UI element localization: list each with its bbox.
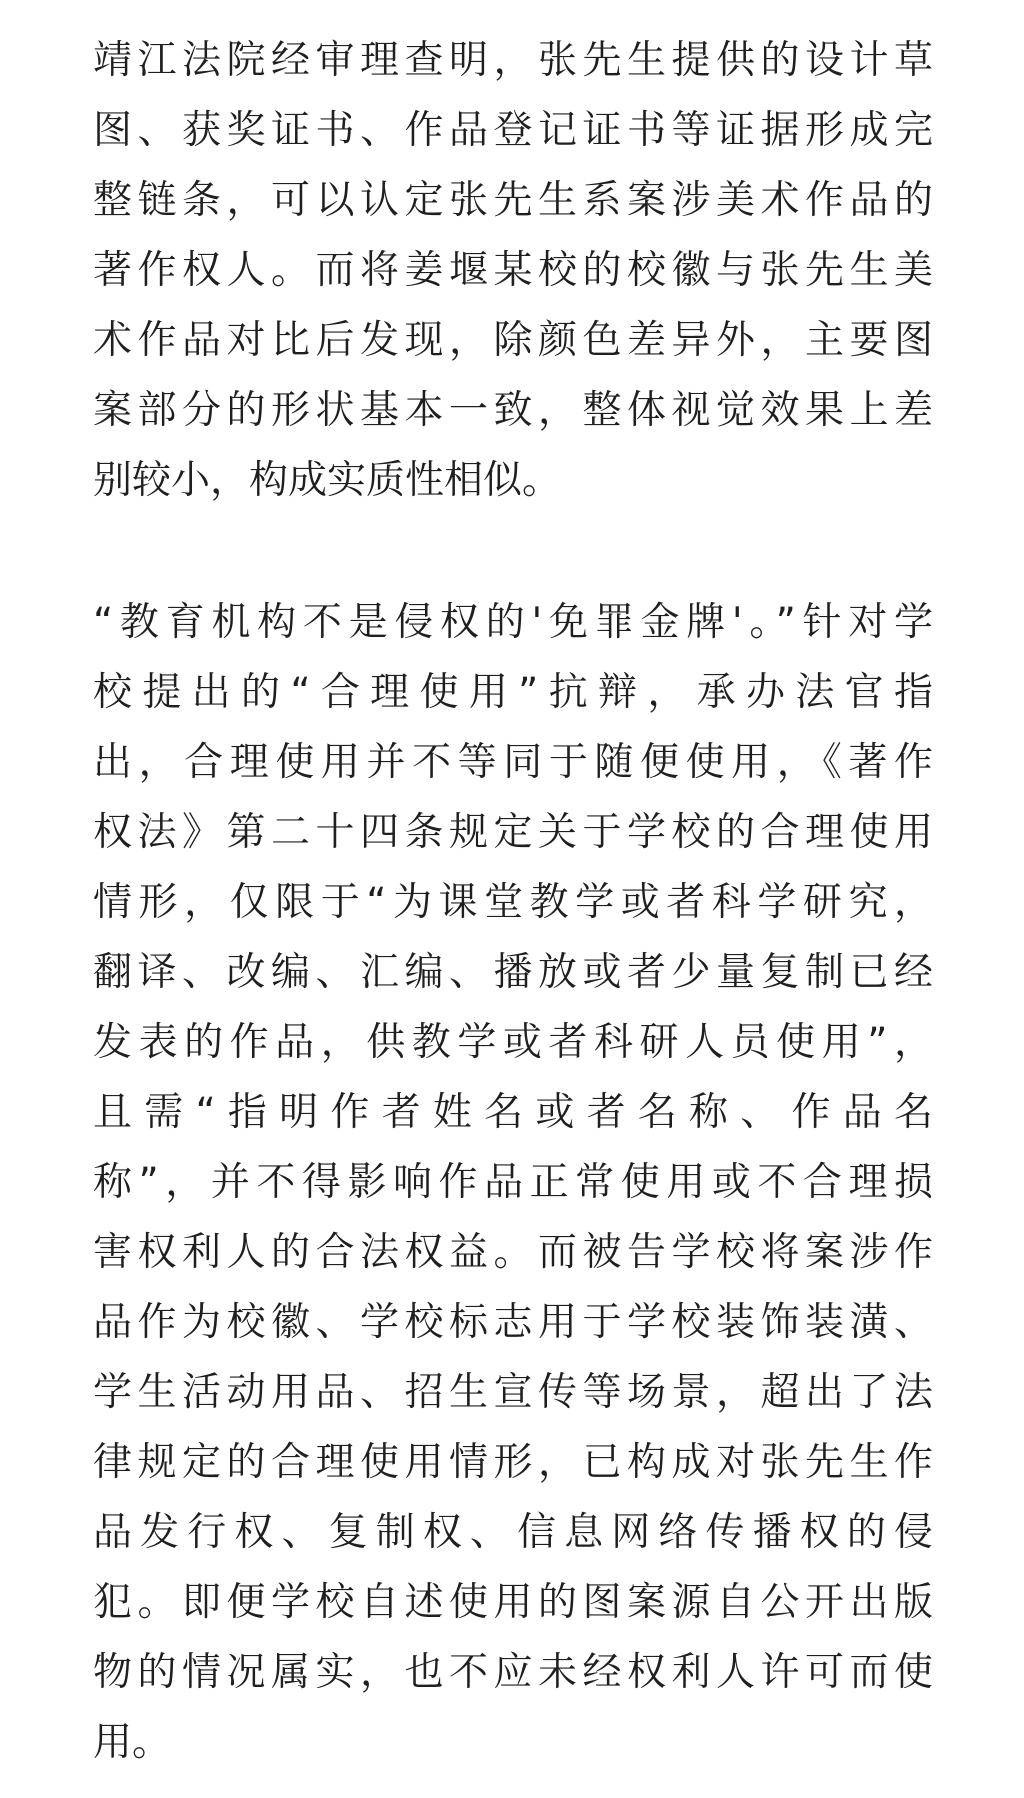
text-line: 情形，仅限于“为课堂教学或者科学研究，: [93, 880, 933, 925]
text-line: 校提出的“合理使用”抗辩，承办法官指: [93, 670, 933, 715]
text-line: 品发行权、复制权、信息网络传播权的侵: [93, 1510, 933, 1555]
text-line: 靖江法院经审理查明，张先生提供的设计草: [93, 38, 933, 83]
text-line: 别较小，构成实质性相似。: [93, 458, 562, 503]
text-line: 整链条，可以认定张先生系案涉美术作品的: [93, 178, 933, 223]
text-line: 发表的作品，供教学或者科研人员使用”，: [93, 1020, 933, 1065]
text-line: 学生活动用品、招生宣传等场景，超出了法: [93, 1370, 933, 1415]
text-line: 品作为校徽、学校标志用于学校装饰装潢、: [93, 1300, 933, 1345]
text-line: 案部分的形状基本一致，整体视觉效果上差: [93, 388, 933, 433]
text-line: 用。: [93, 1720, 172, 1765]
text-line: 物的情况属实，也不应未经权利人许可而使: [93, 1650, 933, 1695]
text-line: 著作权人。而将姜堰某校的校徽与张先生美: [93, 248, 933, 293]
text-line: 权法》第二十四条规定关于学校的合理使用: [93, 810, 933, 855]
text-line: 图、获奖证书、作品登记证书等证据形成完: [93, 108, 933, 153]
text-line: 术作品对比后发现，除颜色差异外，主要图: [93, 318, 933, 363]
text-line: 称”，并不得影响作品正常使用或不合理损: [93, 1160, 933, 1205]
text-line: “教育机构不是侵权的'免罪金牌'。”针对学: [93, 600, 933, 645]
text-line: 出，合理使用并不等同于随便使用，《著作: [93, 740, 933, 785]
text-line: 犯。即便学校自述使用的图案源自公开出版: [93, 1580, 933, 1625]
text-line: 害权利人的合法权益。而被告学校将案涉作: [93, 1230, 933, 1275]
text-line: 律规定的合理使用情形，已构成对张先生作: [93, 1440, 933, 1485]
text-line: 翻译、改编、汇编、播放或者少量复制已经: [93, 950, 933, 995]
text-line: 且需“指明作者姓名或者名称、作品名: [93, 1090, 933, 1135]
